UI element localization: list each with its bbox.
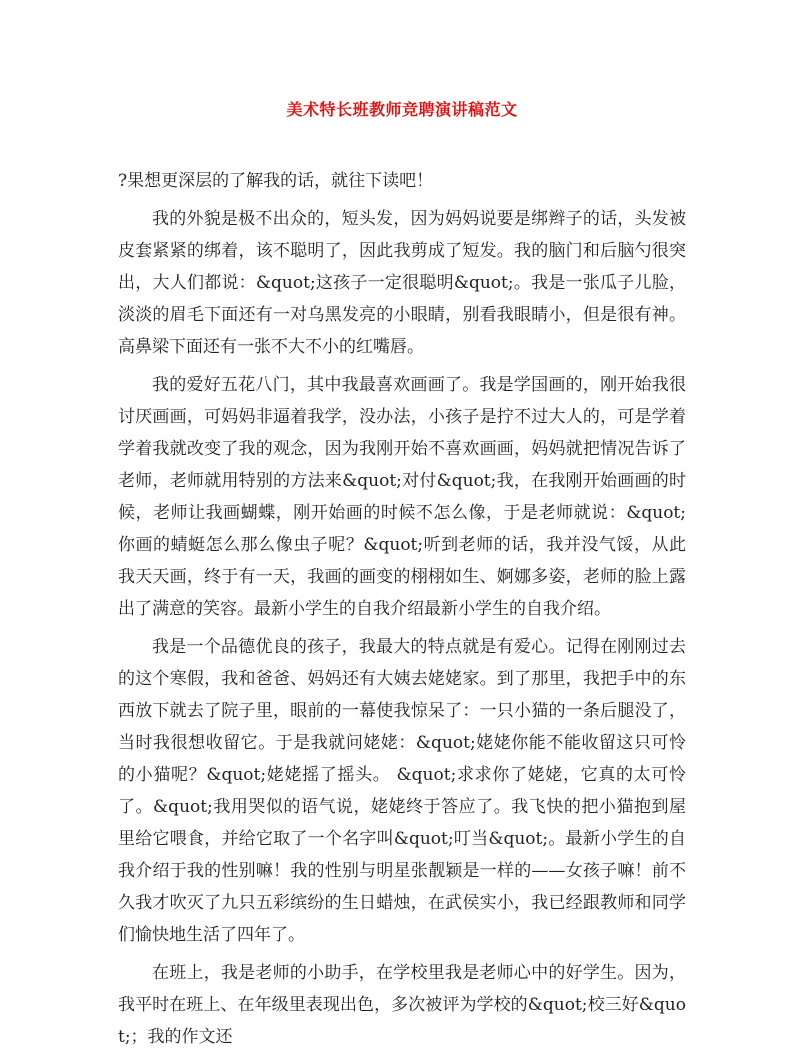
document-title: 美术特长班教师竞聘演讲稿范文: [286, 100, 518, 119]
paragraph: 在班上，我是老师的小助手，在学校里我是老师心中的好学生。因为，我平时在班上、在年级里表现出色，多次被评为学校的&quot;校三好&quot;；我的作文还: [118, 963, 686, 1047]
paragraph: 我的外貌是极不出众的，短头发，因为妈妈说要是绑辫子的话，头发被皮套紧紧的绑着，该不聪明了，因此我剪成了短发。我的脑门和后脑勺很突出，大人们都说：&quot;这孩子一定很聪明&quot;。我是一张瓜子儿脸，淡淡的眉毛下面还有一对乌黑发亮的小眼睛，别看我眼睛小，但是很有神。高鼻梁下面还有一张不大不小的红嘴唇。: [118, 209, 686, 357]
paragraph: ?果想更深层的了解我的话，就往下读吧！: [118, 171, 434, 191]
paragraph: 我是一个品德优良的孩子，我最大的特点就是有爱心。记得在刚刚过去的这个寒假，我和爸爸、妈妈还有大姨去姥姥家。到了那里，我把手中的东西放下就去了院子里，眼前的一幕使我惊呆了：一只小猫的一条后腿没了，当时我很想收留它。于是我就问姥姥：&quot;姥姥你能不能收留这只可怜的小猫呢？&quot;姥姥摇了摇头。 &quot;求求你了姥姥，它真的太可怜了。&quot;我用哭似的语气说，姥姥终于答应了。我飞快的把小猫抱到屋里给它喂食，并给它取了一个名字叫&quot;叮当&quot;。最新小学生的自我介绍于我的性别嘛！我的性别与明星张靓颖是一样的——女孩子嘛！前不久我才吹灭了九只五彩缤纷的生日蜡烛，在武侯实小，我已经跟教师和同学们愉快地生活了四年了。: [118, 637, 686, 945]
paragraph: 我的爱好五花八门，其中我最喜欢画画了。我是学国画的，刚开始我很讨厌画画，可妈妈非逼着我学，没办法，小孩子是拧不过大人的，可是学着学着我就改变了我的观念，因为我刚开始不喜欢画画，妈妈就把情况告诉了老师，老师就用特别的方法来&quot;对付&quot;我，在我刚开始画画的时候，老师让我画蝴蝶，刚开始画的时候不怎么像，于是老师就说：&quot;你画的蜻蜓怎么那么像虫子呢？&quot;听到老师的话，我并没气馁，从此我天天画，终于有一天，我画的画变的栩栩如生、婀娜多姿，老师的脸上露出了满意的笑容。最新小学生的自我介绍最新小学生的自我介绍。: [118, 375, 686, 619]
